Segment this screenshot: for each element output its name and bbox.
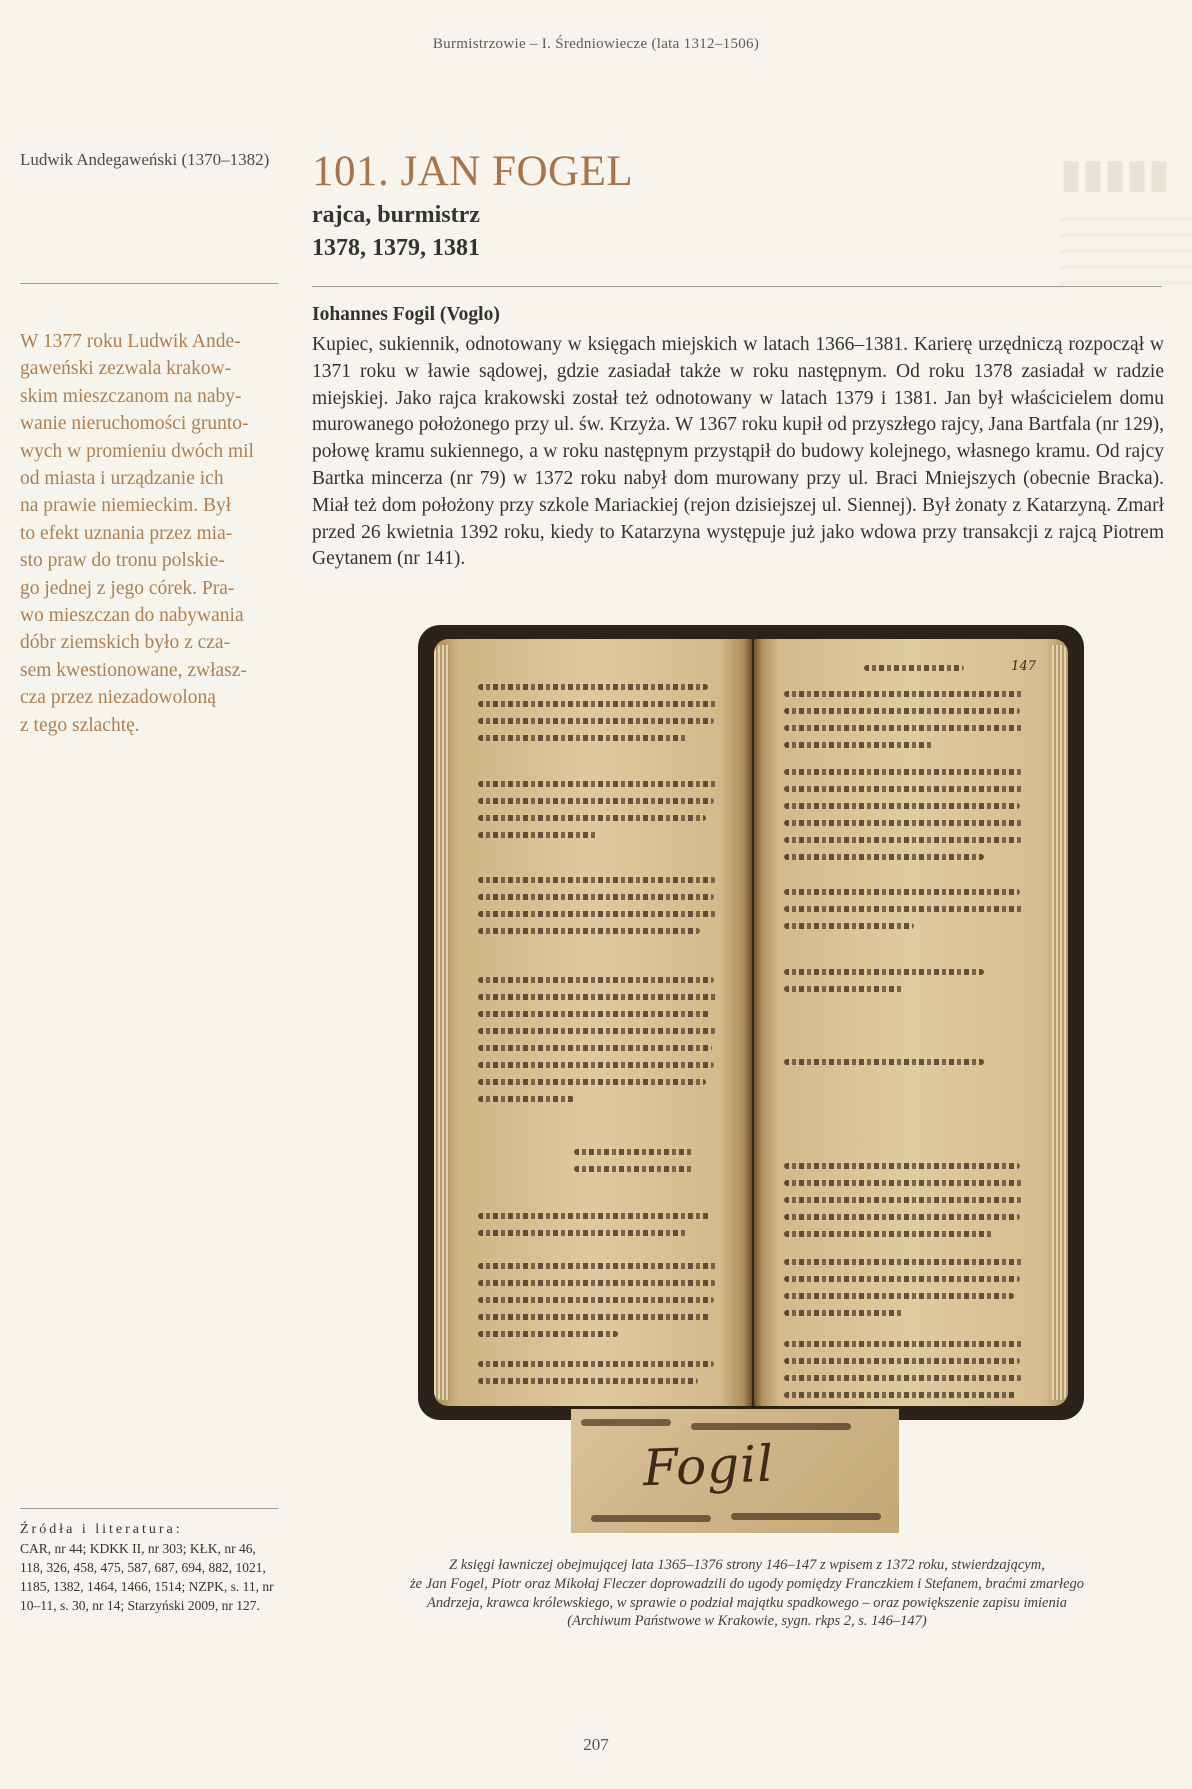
next-page-bleed: ▮▮▮▮▮ (1060, 151, 1171, 196)
sidebar-note-line: z tego szlachtę. (20, 714, 140, 736)
next-page-bleed-lines (1060, 205, 1192, 285)
entry-years: 1378, 1379, 1381 (312, 235, 480, 261)
caption-line: że Jan Fogel, Piotr oraz Mikołaj Fleczer doprowadzili do ugody pomiędzy Franczkiem i Stefanem, braćmi zmarłego (409, 1575, 1085, 1592)
signature-detail (571, 1409, 899, 1533)
folio-number: 147 (1011, 659, 1036, 674)
page-edges-left (434, 645, 450, 1400)
sources-block (20, 1520, 280, 1615)
sidebar-note-line: gaweński zezwala krakow- (20, 358, 232, 380)
sources-text: CAR, nr 44; KDKK II, nr 303; KŁK, nr 46, 118, 326, 458, 475, 587, 687, 694, 882, 1021, 1185, 1382, 1464, 1466, 1514; NZPK, s. 11, nr 10–11, s. 30, nr 14; Starzyński 2009, nr 127. (20, 1541, 274, 1613)
sources-divider (20, 1508, 278, 1509)
manuscript-right-page (754, 639, 1068, 1406)
entry-divider (312, 286, 1162, 287)
sidebar-note-line: W 1377 roku Ludwik Ande- (20, 331, 241, 352)
sidebar-divider (20, 283, 278, 284)
sidebar-note-line: dóbr ziemskich było z cza- (20, 632, 231, 654)
sidebar-note-line: to efekt uznania przez mia- (20, 522, 233, 544)
manuscript-photo (418, 625, 1084, 1420)
sidebar-note-line: wych w promieniu dwóch mil (20, 440, 254, 462)
caption-line: Z księgi ławniczej obejmującej lata 1365–1376 strony 146–147 z wpisem z 1372 roku, stwierdzającym, (449, 1557, 1045, 1573)
detail-name: Fogil (642, 1434, 776, 1498)
biography: Kupiec, sukiennik, odnotowany w księgach miejskich w latach 1366–1381. Karierę urzędniczą rozpoczął w 1371 roku w ławie sądowej, gdzie zasiadał także w roku następnym. Od roku 1378 zasiadał w radzie miejskiej. Jako rajca krakowski został też odnotowany w latach 1379 i 1381. Jan był właścicielem domu murowanego położonego przy ul. św. Krzyża. W 1367 roku kupił od przyszłego rajcy, Jana Bartfala (nr 129), połowę kramu sukiennego, a w roku następnym przystąpił do budowy kolejnego, własnego kramu. Od rajcy Bartka mincerza (nr 79) w 1372 roku nabył dom murowany przy ul. Braci Mniejszych (obecnie Bracka). Miał też dom położony przy szkole Mariackiej (rejon dzisiejszej ul. Siennej). Był żonaty z Katarzyną. Zmarł przed 26 kwietnia 1392 roku, kiedy to Katarzyna występuje już jako wdowa przy transakcji z rajcą Piotrem Geytanem (nr 141). (312, 334, 1164, 570)
sidebar-note-line: go jednej z jego córek. Pra- (20, 577, 235, 599)
sidebar-note-line: cza przez niezadowoloną (20, 687, 216, 709)
page-edges-right (1052, 645, 1068, 1400)
sidebar-note (20, 328, 280, 739)
entry-roles: rajca, burmistrz (312, 202, 480, 228)
entry-title: 101. JAN FOGEL (312, 148, 634, 195)
sidebar-note-line: od miasta i urządzanie ich (20, 468, 224, 490)
manuscript-left-page (434, 639, 752, 1406)
sidebar-note-line: skim mieszczanom na naby- (20, 385, 242, 407)
sidebar-note-line: sem kwestionowane, zwłasz- (20, 659, 247, 681)
page-number: 207 (583, 1735, 609, 1754)
photo-caption (372, 1556, 1122, 1631)
sources-heading: Źródła i literatura: (20, 1522, 183, 1537)
sidebar-note-line: wanie nieruchomości grunto- (20, 413, 249, 435)
latin-name: Iohannes Fogil (Voglo) (312, 304, 500, 325)
book-gutter (744, 639, 762, 1406)
running-head: Burmistrzowie – I. Średniowiecze (lata 1312–1506) (432, 36, 760, 52)
reign-header (20, 150, 278, 170)
caption-line: (Archiwum Państwowe w Krakowie, sygn. rkps 2, s. 146–147) (567, 1613, 927, 1630)
caption-line: Andrzeja, krawca królewskiego, w sprawie o podział majątku spadkowego – oraz powiększenie zapisu imienia (427, 1594, 1067, 1611)
sidebar-note-line: sto praw do tronu polskie- (20, 550, 225, 572)
sidebar-note-line: na prawie niemieckim. Był (20, 495, 232, 517)
sidebar-note-line: wo mieszczan do nabywania (20, 605, 244, 627)
reign-label: Ludwik Andegaweński (1370–1382) (20, 150, 270, 169)
